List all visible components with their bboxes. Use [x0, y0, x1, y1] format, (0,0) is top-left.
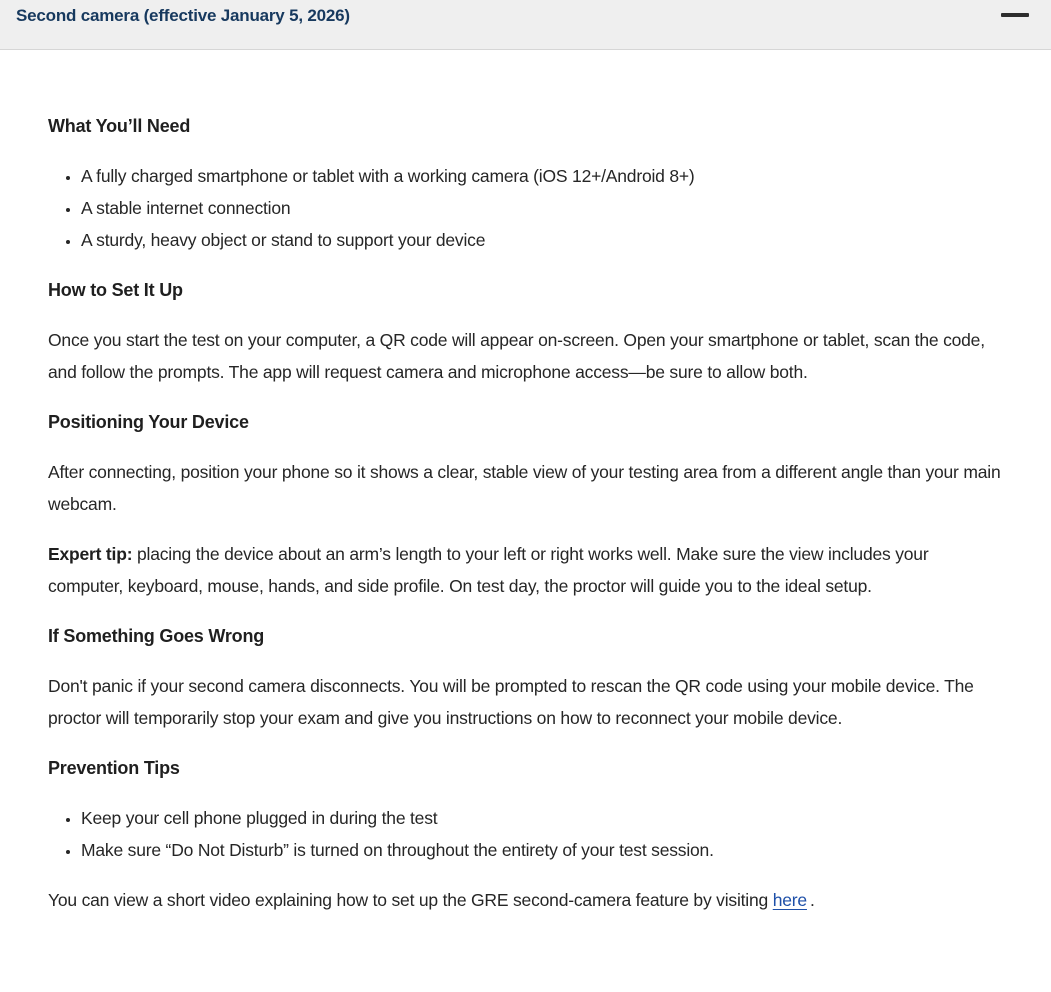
- what-you-need-list: [48, 160, 1003, 256]
- list-item: • A sturdy, heavy object or stand to support your device: [81, 224, 1003, 256]
- accordion-content: [0, 50, 1051, 916]
- paragraph-video-link: [48, 884, 1003, 916]
- list-item: • A stable internet connection: [81, 192, 1003, 224]
- heading-how-to-set-up: How to Set It Up: [48, 280, 183, 300]
- video-text: You can view a short video explaining how to set up the GRE second-camera feature by visiting: [48, 890, 773, 910]
- heading-what-you-need: What You’ll Need: [48, 116, 191, 136]
- list-item: • Make sure “Do Not Disturb” is turned on throughout the entirety of your test session.: [81, 834, 1003, 866]
- accordion-title: Second camera (effective January 5, 2026): [16, 6, 350, 25]
- video-text-period: .: [809, 890, 815, 910]
- accordion-header-second-camera[interactable]: [0, 0, 1051, 50]
- paragraph-if-something-goes-wrong: Don't panic if your second camera disconnects. You will be prompted to rescan the QR code using your mobile device. The proctor will temporarily stop your exam and give you instructions on how to reconnect your mobile device.: [48, 676, 974, 728]
- heading-positioning: Positioning Your Device: [48, 412, 249, 432]
- paragraph-positioning: After connecting, position your phone so it shows a clear, stable view of your testing area from a different angle than your main webcam.: [48, 462, 1001, 514]
- paragraph-expert-tip: [48, 538, 1003, 602]
- expert-tip-label: Expert tip:: [48, 544, 133, 564]
- minus-icon: [1001, 13, 1029, 17]
- heading-prevention-tips: Prevention Tips: [48, 758, 180, 778]
- list-item: • Keep your cell phone plugged in during the test: [81, 802, 1003, 834]
- expert-tip-text: placing the device about an arm’s length to your left or right works well. Make sure the view includes your computer, keyboard, mouse, hands, and side profile. On test day, the proctor will guide you to the ideal setup.: [48, 544, 929, 596]
- list-item: • A fully charged smartphone or tablet with a working camera (iOS 12+/Android 8+): [81, 160, 1003, 192]
- paragraph-how-to-set-up: Once you start the test on your computer, a QR code will appear on-screen. Open your smartphone or tablet, scan the code, and follow the prompts. The app will request camera and microphone access—be sure to allow both.: [48, 330, 985, 382]
- here-link[interactable]: here: [772, 890, 807, 910]
- collapse-button[interactable]: [1001, 13, 1029, 17]
- heading-if-something-goes-wrong: If Something Goes Wrong: [48, 626, 265, 646]
- prevention-tips-list: [48, 802, 1003, 866]
